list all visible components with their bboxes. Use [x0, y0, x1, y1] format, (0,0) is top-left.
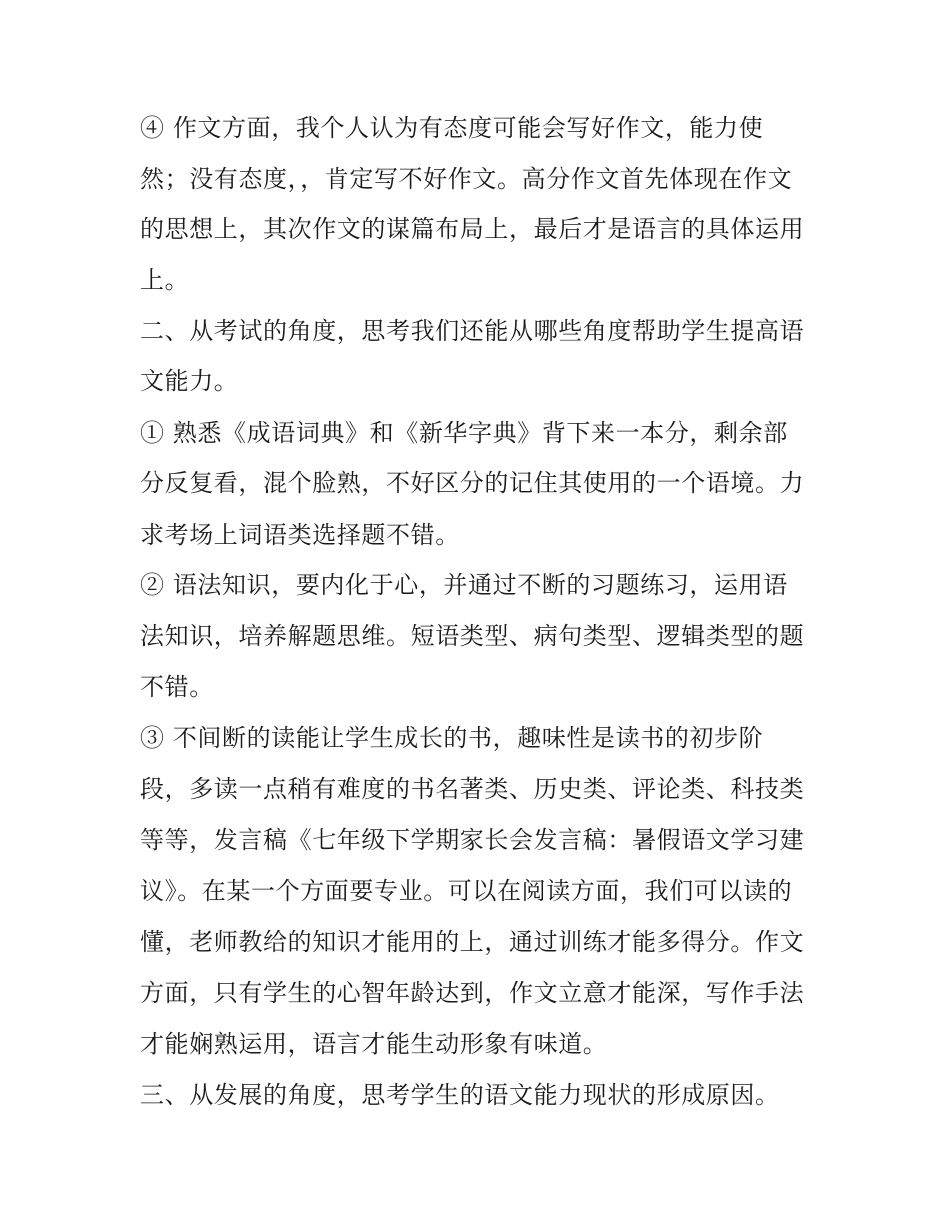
text-line: 分反复看，混个脸熟，不好区分的记住其使用的一个语境。力	[140, 469, 805, 497]
text-line: 文能力。	[140, 367, 239, 395]
text-line: 才能娴熟运用，语言才能生动形象有味道。	[140, 1030, 608, 1058]
text-line: 懂，老师教给的知识才能用的上，通过训练才能多得分。作文	[140, 928, 805, 956]
text-line: 等等，发言稿《七年级下学期家长会发言稿：暑假语文学习建	[140, 826, 805, 854]
text-line: ③ 不间断的读能让学生成长的书，趣味性是读书的初步阶	[140, 724, 764, 752]
text-line: 然；没有态度，，肯定写不好作文。高分作文首先体现在作文	[140, 165, 793, 193]
text-line: 段，多读一点稍有难度的书名著类、历史类、评论类、科技类	[140, 775, 805, 803]
section-heading-2: 二、从考试的角度，思考我们还能从哪些角度帮助学生提高语	[140, 317, 805, 345]
text-line: 议》。在某一个方面要专业。可以在阅读方面，我们可以读的	[140, 877, 793, 905]
text-line: 上。	[140, 266, 190, 294]
text-line: 法知识，培养解题思维。短语类型、病句类型、逻辑类型的题	[140, 622, 805, 650]
text-line: 求考场上词语类选择题不错。	[140, 521, 460, 549]
text-line: ② 语法知识，要内化于心，并通过不断的习题练习，运用语	[140, 571, 788, 599]
text-line: ① 熟悉《成语词典》和《新华字典》背下来一本分，剩余部	[140, 419, 788, 447]
text-line: 方面，只有学生的心智年龄达到，作文立意才能深，写作手法	[140, 979, 805, 1007]
text-line: 不错。	[140, 673, 214, 701]
section-heading-3: 三、从发展的角度，思考学生的语文能力现状的形成原因。	[140, 1081, 780, 1109]
text-line: 的思想上，其次作文的谋篇布局上，最后才是语言的具体运用	[140, 215, 805, 243]
text-line: ④ 作文方面，我个人认为有态度可能会写好作文，能力使	[140, 114, 764, 142]
